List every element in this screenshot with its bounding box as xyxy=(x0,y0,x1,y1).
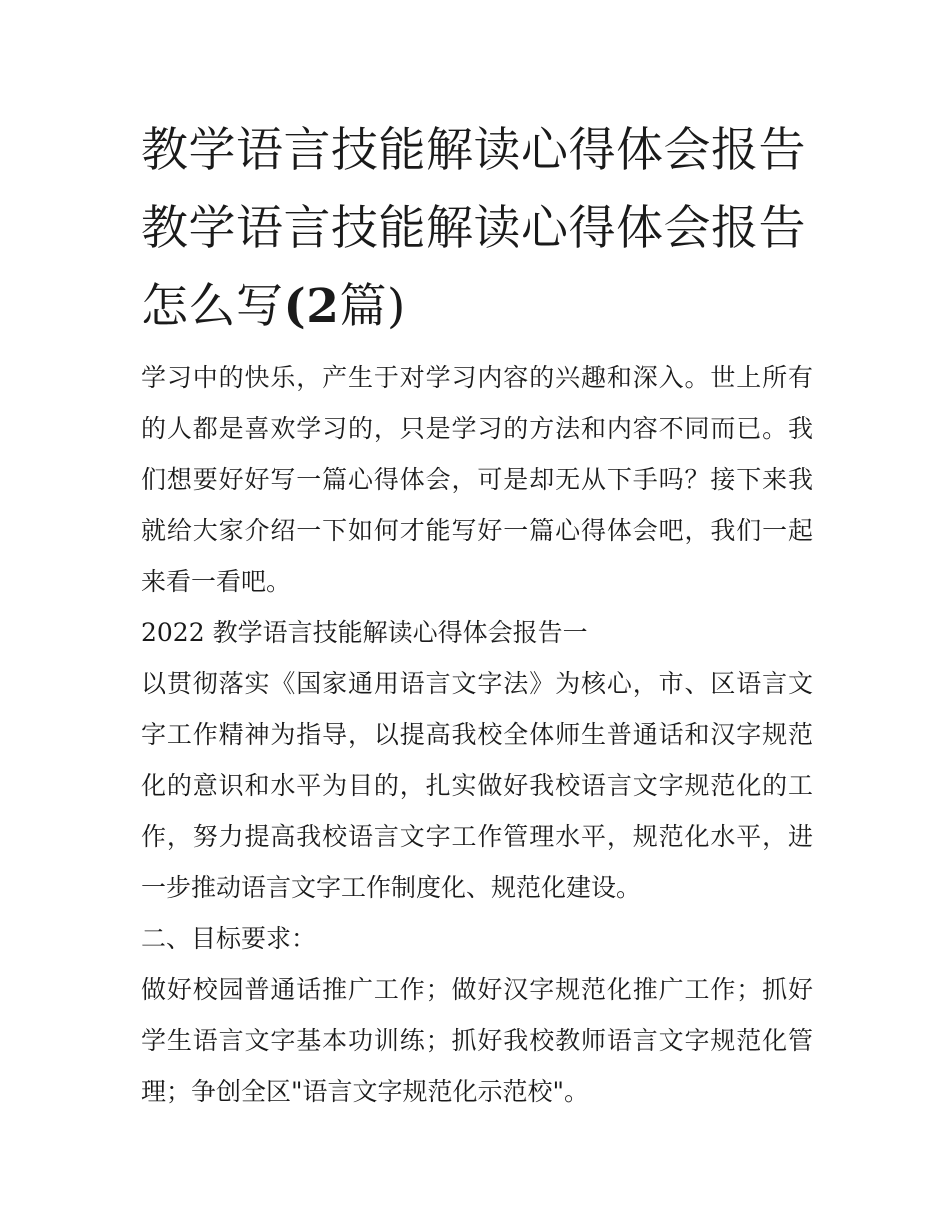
title-text: 教学语言技能解读心得体会报告 教学语言技能解读心得体会报告怎么写 xyxy=(141,123,806,334)
section-heading-1: 2022 教学语言技能解读心得体会报告一 xyxy=(141,618,588,647)
document-page xyxy=(141,112,813,1117)
intro-paragraph: 学习中的快乐，产生于对学习内容的兴趣和深入。世上所有的人都是喜欢学习的，只是学习的方法和内容不同而已。我们想要好好写一篇心得体会，可是却无从下手吗？接下来我就给大家介绍一下如何才能写好一篇心得体会吧，我们一起来看一看吧。 xyxy=(141,363,813,596)
section-paragraph-2: 做好校园普通话推广工作；做好汉字规范化推广工作；抓好学生语言文字基本功训练；抓好我校教师语言文字规范化管理；争创全区"语言文字规范化示范校"。 xyxy=(141,975,813,1106)
title-suffix: 篇) xyxy=(339,279,406,334)
section-heading-2: 二、目标要求： xyxy=(141,924,317,953)
section-paragraph-1: 以贯彻落实《国家通用语言文字法》为核心，市、区语言文字工作精神为指导，以提高我校全体师生普通话和汉字规范化的意识和水平为目的，扎实做好我校语言文字规范化的工作，努力提高我校语言文字工作管理水平，规范化水平，进一步推动语言文字工作制度化、规范化建设。 xyxy=(141,669,813,902)
title-count: (2 xyxy=(283,279,340,334)
document-title xyxy=(141,112,813,346)
